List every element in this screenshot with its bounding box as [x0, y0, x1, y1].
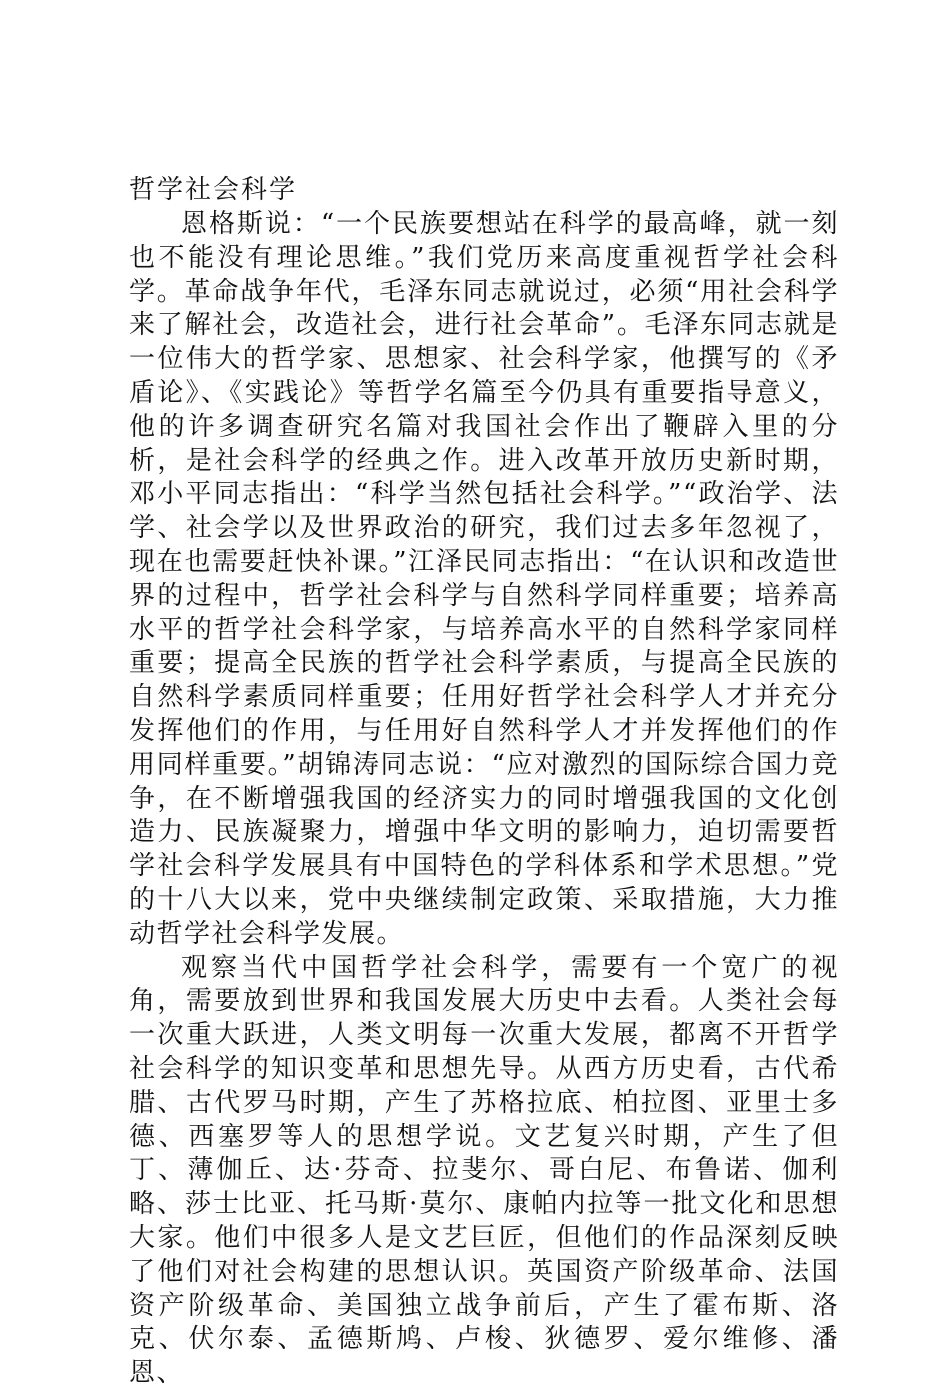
- body-paragraph-1: 恩格斯说：“一个民族要想站在科学的最高峰，就一刻也不能没有理论思维。”我们党历来高度重视哲学社会科学。革命战争年代，毛泽东同志就说过，必须“用社会科学来了解社会，改造社会，进行社会革命”。毛泽东同志就是一位伟大的哲学家、思想家、社会科学家，他撰写的《矛盾论》、《实践论》等哲学名篇至今仍具有重要指导意义，他的许多调查研究名篇对我国社会作出了鞭辟入里的分析，是社会科学的经典之作。进入改革开放历史新时期，邓小平同志指出：“科学当然包括社会科学。”“政治学、法学、社会学以及世界政治的研究，我们过去多年忽视了，现在也需要赶快补课。”江泽民同志指出：“在认识和改造世界的过程中，哲学社会科学与自然科学同样重要；培养高水平的哲学社会科学家，与培养高水平的自然科学家同样重要；提高全民族的哲学社会科学素质，与提高全民族的自然科学素质同样重要；任用好哲学社会科学人才并充分发挥他们的作用，与任用好自然科学人才并发挥他们的作用同样重要。”胡锦涛同志说：“应对激烈的国际综合国力竞争，在不断增强我国的经济实力的同时增强我国的文化创造力、民族凝聚力，增强中华文明的影响力，迫切需要哲学社会科学发展具有中国特色的学科体系和学术思想。”党的十八大以来，党中央继续制定政策、采取措施，大力推动哲学社会科学发展。: [129, 209, 839, 949]
- document-page: [129, 172, 839, 1391]
- document-title: 哲学社会科学: [129, 175, 298, 205]
- body-paragraph-2: 观察当代中国哲学社会科学，需要有一个宽广的视角，需要放到世界和我国发展大历史中去看。人类社会每一次重大跃进，人类文明每一次重大发展，都离不开哲学社会科学的知识变革和思想先导。从西方历史看，古代希腊、古代罗马时期，产生了苏格拉底、柏拉图、亚里士多德、西塞罗等人的思想学说。文艺复兴时期，产生了但丁、薄伽丘、达·芬奇、拉斐尔、哥白尼、布鲁诺、伽利略、莎士比亚、托马斯·莫尔、康帕内拉等一批文化和思想大家。他们中很多人是文艺巨匠，但他们的作品深刻反映了他们对社会构建的思想认识。英国资产阶级革命、法国资产阶级革命、美国独立战争前后，产生了霍布斯、洛克、伏尔泰、孟德斯鸠、卢梭、狄德罗、爱尔维修、潘恩、: [129, 952, 839, 1389]
